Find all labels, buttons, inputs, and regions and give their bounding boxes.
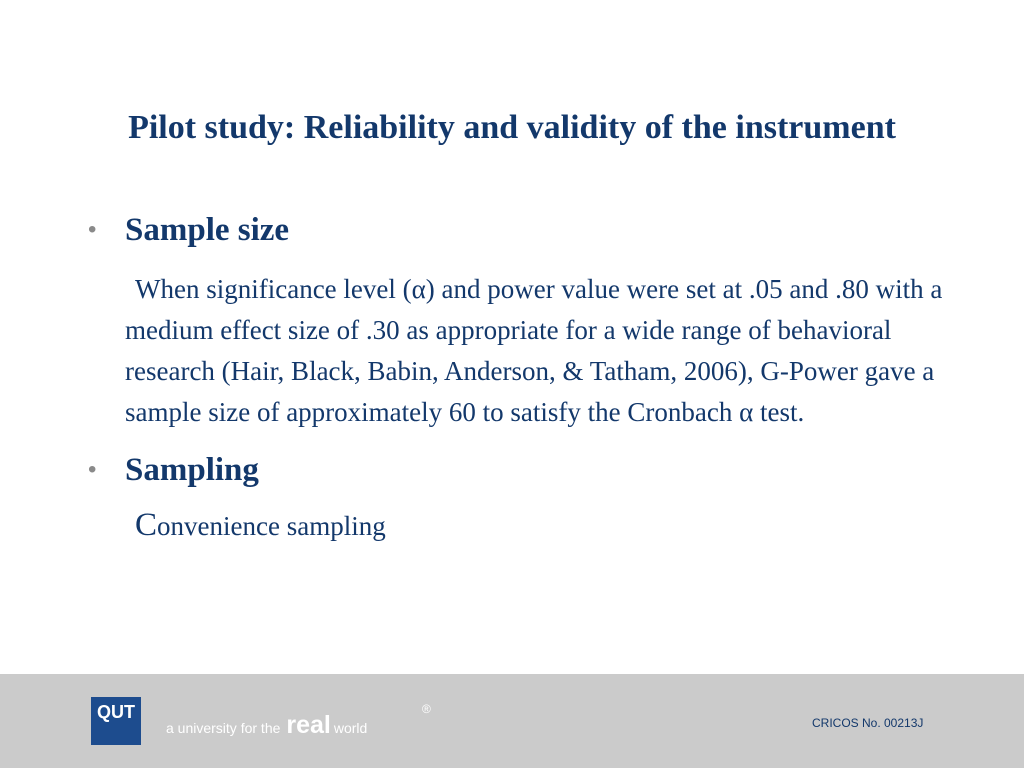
bullet-dot-icon: • xyxy=(88,216,97,243)
sampling-initial-letter: C xyxy=(135,507,158,543)
sample-size-paragraph: When significance level (α) and power value were set at .05 and .80 with a medium effect size of .30 as appropriate for a wide range of behavioral research (Hair, Black, Babin, Anderson, & Tatham, 2006), G-Power gave a sample size of approximately 60 to satisfy the Cronbach α test. xyxy=(125,274,943,427)
tagline-real: real xyxy=(286,711,331,739)
sampling-text: onvenience sampling xyxy=(157,511,386,541)
footer-bar xyxy=(0,674,1024,768)
tagline-suffix: world xyxy=(333,720,368,736)
cricos-number: CRICOS No. 00213J xyxy=(812,716,924,730)
bullet-dot-icon: • xyxy=(88,456,97,483)
registered-mark-icon: ® xyxy=(422,702,431,716)
tagline-prefix: a university for the xyxy=(166,720,281,736)
slide-content xyxy=(80,205,960,547)
bullet-sampling xyxy=(80,445,960,495)
bullet-sample-size xyxy=(80,205,960,255)
qut-logo: QUT xyxy=(91,697,141,745)
footer-tagline xyxy=(166,702,431,740)
section-heading-sampling: Sampling xyxy=(125,452,259,488)
section-heading-sample-size: Sample size xyxy=(125,212,290,248)
sampling-paragraph xyxy=(80,505,950,547)
slide-title: Pilot study: Reliability and validity of the instrument xyxy=(128,109,896,146)
